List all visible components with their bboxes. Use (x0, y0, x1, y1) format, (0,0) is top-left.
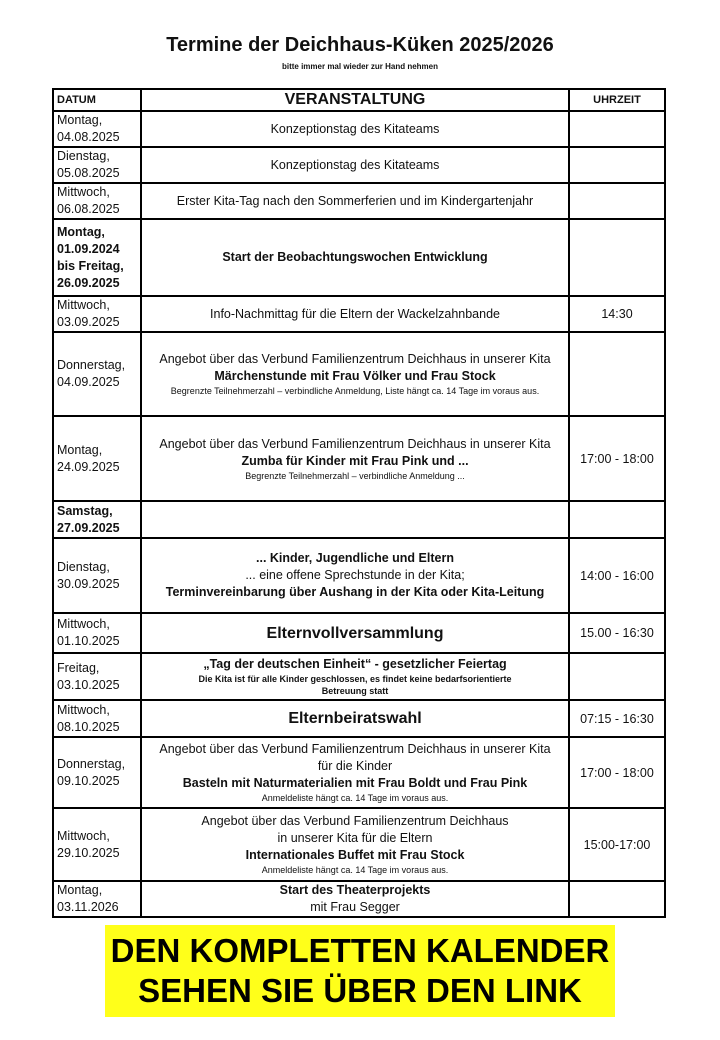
event-line: Angebot über das Verbund Familienzentrum Deichhaus (201, 814, 509, 828)
date-cell (53, 737, 141, 808)
events-table (52, 88, 666, 918)
event-cell (141, 881, 569, 917)
event-cell (141, 332, 569, 416)
event-line: Elternvollversammlung (266, 624, 444, 642)
date-line: 01.10.2025 (57, 634, 120, 648)
date-line: Montag, (57, 442, 103, 457)
table-row (53, 881, 665, 917)
event-line: Info-Nachmittag für die Eltern der Wackelzahnbande (210, 306, 500, 321)
event-line: Elternbeiratswahl (288, 710, 422, 727)
event-line: in unserer Kita für die Eltern (277, 831, 433, 845)
event-line: ... eine offene Sprechstunde in der Kita; (245, 568, 465, 582)
table-row (53, 501, 665, 538)
date-cell (53, 416, 141, 501)
event-line: Angebot über das Verbund Familienzentrum Deichhaus in unserer Kita (159, 352, 551, 366)
date-line: 03.09.2025 (57, 315, 120, 329)
banner-line: SEHEN SIE ÜBER DEN LINK (138, 972, 582, 1009)
event-cell (141, 501, 569, 538)
date-line: 03.10.2025 (57, 677, 120, 692)
table-row (53, 219, 665, 296)
date-line: Donnerstag, (57, 756, 126, 771)
date-cell (53, 183, 141, 219)
date-line: Donnerstag, (57, 358, 126, 372)
time-cell (569, 111, 665, 147)
date-line: Montag, (57, 113, 103, 127)
event-line: Zumba für Kinder mit Frau Pink und ... (241, 453, 469, 468)
date-cell (53, 538, 141, 613)
date-cell (53, 501, 141, 538)
date-line: Montag, (57, 883, 103, 897)
page-title: Termine der Deichhaus-Küken 2025/2026 (166, 34, 554, 56)
page-subtitle: bitte immer mal wieder zur Hand nehmen (281, 62, 439, 71)
table-row (53, 700, 665, 737)
event-line: Konzeptionstag des Kitateams (270, 157, 440, 172)
time-cell: 17:00 - 18:00 (569, 737, 665, 808)
date-line: 09.10.2025 (57, 773, 120, 788)
date-cell (53, 147, 141, 183)
event-line: Begrenzte Teilnehmerzahl – verbindliche Anmeldung ... (245, 470, 465, 481)
date-line: 27.09.2025 (57, 520, 120, 535)
event-cell (141, 538, 569, 613)
time-cell: 15:00-17:00 (569, 808, 665, 881)
event-line: Terminvereinbarung über Aushang in der Kita oder Kita-Leitung (165, 585, 545, 599)
date-line: Dienstag, (57, 149, 110, 163)
date-line: Mittwoch, (57, 702, 110, 717)
event-cell (141, 613, 569, 653)
time-cell: 17:00 - 18:00 (569, 416, 665, 501)
date-cell (53, 653, 141, 700)
time-cell: 14:00 - 16:00 (569, 538, 665, 613)
event-line: Anmeldeliste hängt ca. 14 Tage im voraus aus. (261, 793, 449, 803)
date-line: Mittwoch, (57, 185, 110, 199)
table-row (53, 296, 665, 332)
event-line: Die Kita ist für alle Kinder geschlossen, es findet keine bedarfsorientierte (198, 674, 512, 684)
event-line: Konzeptionstag des Kitateams (270, 121, 440, 136)
table-row (53, 808, 665, 881)
table-row (53, 416, 665, 501)
event-cell (141, 111, 569, 147)
table-row (53, 653, 665, 700)
date-line: 08.10.2025 (57, 719, 120, 734)
event-line: Angebot über das Verbund Familienzentrum Deichhaus in unserer Kita (159, 742, 551, 756)
date-cell (53, 881, 141, 917)
event-line: Anmeldeliste hängt ca. 14 Tage im voraus aus. (261, 865, 449, 875)
date-cell (53, 296, 141, 332)
event-cell (141, 653, 569, 700)
event-line: Start der Beobachtungswochen Entwicklung (222, 250, 488, 264)
banner-line: DEN KOMPLETTEN KALENDER (110, 932, 610, 969)
event-line: Angebot über das Verbund Familienzentrum Deichhaus in unserer Kita (159, 436, 551, 451)
date-cell (53, 808, 141, 881)
event-line: Begrenzte Teilnehmerzahl – verbindliche Anmeldung, Liste hängt ca. 14 Tage im voraus aus. (170, 386, 540, 396)
date-line: 04.09.2025 (57, 375, 120, 389)
event-line: für die Kinder (317, 759, 393, 773)
time-cell (569, 501, 665, 538)
event-cell (141, 147, 569, 183)
event-line: Erster Kita-Tag nach den Sommerferien und im Kindergartenjahr (176, 193, 534, 208)
date-line: 01.09.2024 (57, 241, 120, 256)
date-line: 26.09.2025 (57, 275, 120, 290)
date-line: bis Freitag, (57, 258, 124, 273)
date-line: 30.09.2025 (57, 576, 120, 591)
date-line: 29.10.2025 (57, 845, 120, 860)
date-line: Mittwoch, (57, 828, 110, 843)
date-cell (53, 219, 141, 296)
event-cell (141, 808, 569, 881)
header-date: DATUM (53, 89, 141, 111)
time-cell (569, 219, 665, 296)
time-cell (569, 881, 665, 917)
event-line: Betreuung statt (321, 686, 389, 696)
table-row (53, 613, 665, 653)
event-line: Start des Theaterprojekts (279, 883, 431, 897)
event-line: „Tag der deutschen Einheit“ - gesetzlicher Feiertag (203, 657, 507, 671)
table-row (53, 538, 665, 613)
time-cell (569, 147, 665, 183)
date-cell (53, 700, 141, 737)
table-header (53, 89, 665, 111)
time-cell: 14:30 (569, 296, 665, 332)
time-cell (569, 653, 665, 700)
calendar-link-banner[interactable] (105, 925, 615, 1017)
event-line: Basteln mit Naturmaterialien mit Frau Boldt und Frau Pink (182, 776, 528, 790)
table-row (53, 737, 665, 808)
event-line: ... Kinder, Jugendliche und Eltern (256, 551, 454, 565)
date-line: Mittwoch, (57, 617, 110, 631)
event-line: Internationales Buffet mit Frau Stock (245, 848, 465, 862)
event-line: mit Frau Segger (310, 900, 400, 914)
date-cell (53, 613, 141, 653)
date-line: Montag, (57, 224, 105, 239)
date-line: 04.08.2025 (57, 130, 120, 144)
time-cell: 15.00 - 16:30 (569, 613, 665, 653)
table-row (53, 147, 665, 183)
date-line: Mittwoch, (57, 298, 110, 312)
event-cell (141, 416, 569, 501)
date-line: 05.08.2025 (57, 166, 120, 180)
date-line: 03.11.2026 (57, 900, 119, 914)
event-cell (141, 183, 569, 219)
time-cell (569, 183, 665, 219)
event-cell (141, 700, 569, 737)
date-cell (53, 111, 141, 147)
time-cell: 07:15 - 16:30 (569, 700, 665, 737)
date-line: Dienstag, (57, 559, 110, 574)
date-line: Freitag, (57, 660, 100, 675)
event-line: Märchenstunde mit Frau Völker und Frau Stock (214, 369, 496, 383)
table-row (53, 183, 665, 219)
event-cell (141, 737, 569, 808)
event-cell (141, 296, 569, 332)
header-event: VERANSTALTUNG (141, 89, 569, 111)
date-cell (53, 332, 141, 416)
event-cell (141, 219, 569, 296)
date-line: 06.08.2025 (57, 202, 120, 216)
time-cell (569, 332, 665, 416)
date-line: 24.09.2025 (57, 459, 120, 474)
header-time: UHRZEIT (569, 89, 665, 111)
date-line: Samstag, (57, 503, 113, 518)
table-row (53, 111, 665, 147)
table-row (53, 332, 665, 416)
